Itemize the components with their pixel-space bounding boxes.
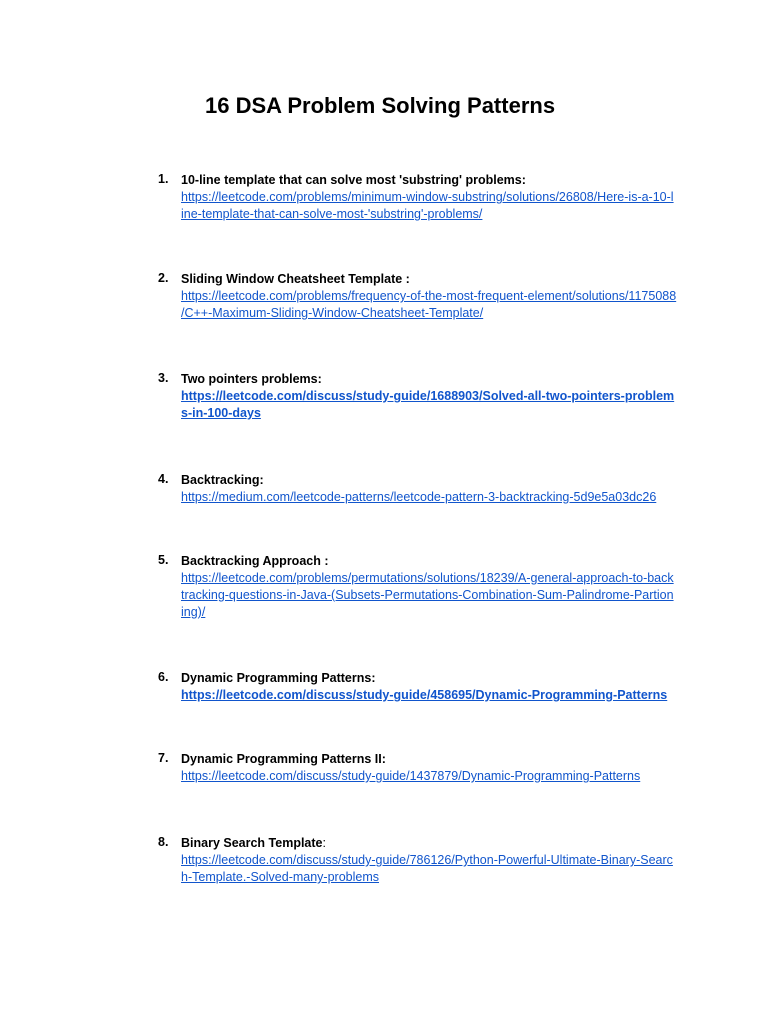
link-line[interactable]: https://leetcode.com/problems/permutations/solutions/18239/A-general-approach-to-back bbox=[181, 571, 674, 585]
item-heading-suffix: : bbox=[322, 836, 326, 850]
item-number: 4. bbox=[158, 472, 169, 486]
item-heading bbox=[181, 472, 264, 489]
item-number: 2. bbox=[158, 271, 169, 285]
item-heading-text: Sliding Window Cheatsheet Template : bbox=[181, 272, 410, 286]
item-heading-text: Binary Search Template bbox=[181, 836, 323, 850]
item-heading bbox=[181, 271, 410, 288]
item-heading-text: Backtracking Approach : bbox=[181, 554, 329, 568]
item-link[interactable] bbox=[181, 489, 656, 506]
item-link[interactable] bbox=[181, 189, 674, 223]
item-heading bbox=[181, 751, 386, 768]
item-link[interactable] bbox=[181, 687, 667, 704]
link-line[interactable]: ine-template-that-can-solve-most-'substring'-problems/ bbox=[181, 207, 483, 221]
item-number: 1. bbox=[158, 172, 169, 186]
link-line[interactable]: https://leetcode.com/problems/minimum-window-substring/solutions/26808/Here-is-a-10-l bbox=[181, 190, 674, 204]
item-heading bbox=[181, 172, 526, 189]
link-line[interactable]: tracking-questions-in-Java-(Subsets-Permutations-Combination-Sum-Palindrome-Partion bbox=[181, 588, 674, 602]
item-heading bbox=[181, 835, 326, 852]
link-line[interactable]: https://leetcode.com/discuss/study-guide/1688903/Solved-all-two-pointers-problem bbox=[181, 389, 675, 403]
link-line[interactable]: s-in-100-days bbox=[181, 406, 261, 420]
item-link[interactable] bbox=[181, 852, 673, 886]
item-link[interactable] bbox=[181, 768, 640, 785]
item-heading-text: Dynamic Programming Patterns II: bbox=[181, 752, 386, 766]
link-line[interactable]: https://leetcode.com/discuss/study-guide/1437879/Dynamic-Programming-Patterns bbox=[181, 769, 641, 783]
item-number: 5. bbox=[158, 553, 169, 567]
item-link[interactable] bbox=[181, 570, 674, 621]
item-heading-text: Dynamic Programming Patterns: bbox=[181, 671, 376, 685]
item-number: 8. bbox=[158, 835, 169, 849]
item-heading bbox=[181, 371, 322, 388]
link-line[interactable]: https://leetcode.com/problems/frequency-of-the-most-frequent-element/solutions/1175088 bbox=[181, 289, 677, 303]
item-link[interactable] bbox=[181, 288, 676, 322]
page-title: 16 DSA Problem Solving Patterns bbox=[205, 93, 556, 118]
link-line[interactable]: https://leetcode.com/discuss/study-guide/458695/Dynamic-Programming-Patterns bbox=[181, 688, 668, 702]
item-number: 6. bbox=[158, 670, 169, 684]
item-heading-text: 10-line template that can solve most 'substring' problems: bbox=[181, 173, 526, 187]
item-number: 3. bbox=[158, 371, 169, 385]
item-heading bbox=[181, 553, 329, 570]
item-link[interactable] bbox=[181, 388, 674, 422]
item-heading bbox=[181, 670, 376, 687]
link-line[interactable]: h-Template.-Solved-many-problems bbox=[181, 870, 379, 884]
item-heading-text: Two pointers problems: bbox=[181, 372, 322, 386]
item-heading-text: Backtracking: bbox=[181, 473, 264, 487]
link-line[interactable]: https://leetcode.com/discuss/study-guide/786126/Python-Powerful-Ultimate-Binary-Searc bbox=[181, 853, 673, 867]
link-line[interactable]: ing)/ bbox=[181, 605, 206, 619]
item-number: 7. bbox=[158, 751, 169, 765]
link-line[interactable]: /C++-Maximum-Sliding-Window-Cheatsheet-Template/ bbox=[181, 306, 484, 320]
link-line[interactable]: https://medium.com/leetcode-patterns/leetcode-pattern-3-backtracking-5d9e5a03dc26 bbox=[181, 490, 657, 504]
